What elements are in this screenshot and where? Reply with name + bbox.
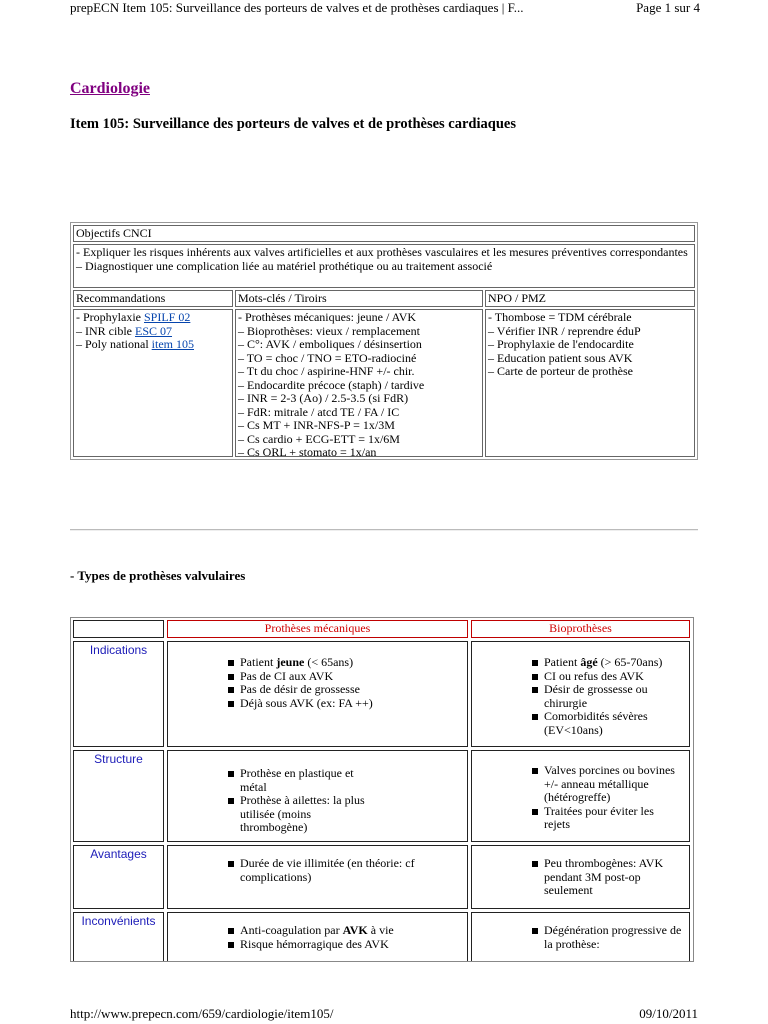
list-item: – Cs cardio + ECG-ETT = 1x/6M (238, 431, 400, 446)
reco-line: – Poly national item 105 (76, 337, 194, 351)
bio-inconvenients (471, 912, 690, 962)
bullet-list (226, 767, 377, 835)
header-recommandations: Recommandations (73, 290, 233, 307)
category-link[interactable]: Cardiologie (70, 80, 150, 97)
bullet-list (530, 656, 689, 737)
list-item: - Prothèses mécaniques: jeune / AVK (238, 310, 417, 324)
bullet-item: Risque hémorragique des AVK (226, 938, 467, 952)
bullet-item: Traitées pour éviter les rejets (530, 805, 679, 832)
bullet-list (530, 764, 679, 832)
types-table (70, 617, 694, 962)
objectives-cell (73, 244, 695, 288)
page-number: Page 1 sur 4 (636, 0, 700, 15)
bullet-item: Peu thrombogènes: AVK pendant 3M post-op seulement (530, 857, 681, 898)
list-item: - Thombose = TDM cérébrale (488, 310, 632, 324)
separator (70, 529, 698, 531)
bullet-item: Prothèse à ailettes: la plus utilisée (moins thrombogène) (226, 794, 377, 835)
list-item: – Carte de porteur de prothèse (488, 364, 633, 378)
reco-line: – INR cible ESC 07 (76, 323, 173, 338)
header-npo-pmz: NPO / PMZ (485, 290, 695, 307)
bullet-item: Pas de désir de grossesse (226, 683, 467, 697)
bullet-item: CI ou refus des AVK (530, 670, 689, 684)
bullet-item: Désir de grossesse ou chirurgie (530, 683, 689, 710)
mech-indications (167, 641, 468, 747)
bullet-item: Anti-coagulation par AVK à vie (226, 924, 467, 938)
mech-inconvenients (167, 912, 468, 962)
print-header (70, 0, 700, 16)
row-label-indications: Indications (73, 641, 164, 747)
row-label-inconvenients: Inconvénients (73, 912, 164, 962)
list-item: – Prophylaxie de l'endocardite (488, 337, 634, 351)
list-item: – Tt du choc / aspirine-HNF +/- chir. (238, 364, 415, 378)
bullet-item: Pas de CI aux AVK (226, 670, 467, 684)
list-item: – INR = 2-3 (Ao) / 2.5-3.5 (si FdR) (238, 391, 409, 405)
list-item: – Vérifier INR / reprendre éduP (488, 323, 641, 338)
mots-cles-list (238, 311, 480, 457)
list-item: – Bioprothèses: vieux / remplacement (238, 323, 420, 338)
reco-line: - Prophylaxie SPILF 02 (76, 310, 191, 324)
bullet-item: Patient âgé (> 65-70ans) (530, 656, 689, 670)
footer-date: 09/10/2011 (639, 1006, 698, 1021)
list-item: – Cs ORL + stomato = 1x/an (238, 445, 377, 457)
recommandations-cell (73, 309, 233, 457)
mech-structure (167, 750, 468, 842)
header-mecaniques: Prothèses mécaniques (167, 620, 468, 638)
bullet-list (226, 924, 467, 951)
list-item: – Cs MT + INR-NFS-P = 1x/3M (238, 418, 395, 432)
mots-cles-cell (235, 309, 483, 457)
header-bioprotheses: Bioprothèses (471, 620, 690, 638)
npo-pmz-cell (485, 309, 695, 457)
footer-url: http://www.prepecn.com/659/cardiologie/item105/ (70, 1006, 334, 1021)
bullet-item: Déjà sous AVK (ex: FA ++) (226, 697, 467, 711)
document-title: prepECN Item 105: Surveillance des porteurs de valves et de prothèses cardiaques | F... (70, 0, 524, 15)
bullet-list (226, 656, 467, 710)
bullet-item: Dégénération progressive de la prothèse: (530, 924, 685, 951)
row-label-structure: Structure (73, 750, 164, 842)
bullet-item: Comorbidités sévères (EV<10ans) (530, 710, 689, 737)
objective-1: - Expliquer les risques inhérents aux valves artificielles et aux prothèses vasculaires et les mesures préventives correspondantes (76, 245, 688, 259)
list-item: – C°: AVK / emboliques / désinsertion (238, 337, 422, 351)
item-title: Item 105: Surveillance des porteurs de valves et de prothèses cardiaques (70, 116, 516, 132)
row-label-avantages: Avantages (73, 845, 164, 909)
npo-pmz-list (488, 311, 692, 379)
mech-avantages (167, 845, 468, 909)
bullet-list (226, 857, 437, 884)
bullet-list (530, 924, 685, 951)
list-item: – FdR: mitrale / atcd TE / FA / IC (238, 404, 400, 419)
objectives-table (70, 222, 698, 460)
objectives-heading: Objectifs CNCI (73, 225, 695, 242)
bullet-item: Patient jeune (< 65ans) (226, 656, 467, 670)
bullet-list (530, 857, 681, 898)
list-item: – Education patient sous AVK (488, 350, 633, 365)
bio-structure (471, 750, 690, 842)
list-item: – TO = choc / TNO = ETO-radiociné (238, 350, 417, 365)
list-item: – Endocardite précoce (staph) / tardive (238, 377, 425, 392)
bullet-item: Prothèse en plastique et métal (226, 767, 377, 794)
header-mots-cles: Mots-clés / Tiroirs (235, 290, 483, 307)
bio-avantages (471, 845, 690, 909)
bio-indications (471, 641, 690, 747)
esc-link[interactable]: ESC 07 (135, 323, 173, 338)
objective-2: – Diagnostiquer une complication liée au matériel prothétique ou au traitement associé (76, 258, 493, 273)
corner-cell (73, 620, 164, 638)
bullet-item: Valves porcines ou bovines +/- anneau métallique (hétérogreffe) (530, 764, 679, 805)
bullet-item: Durée de vie illimitée (en théorie: cf complications) (226, 857, 437, 884)
item105-link[interactable]: item 105 (151, 337, 194, 351)
spilf-link[interactable]: SPILF 02 (144, 310, 191, 324)
types-title: - Types de prothèses valvulaires (70, 568, 246, 583)
